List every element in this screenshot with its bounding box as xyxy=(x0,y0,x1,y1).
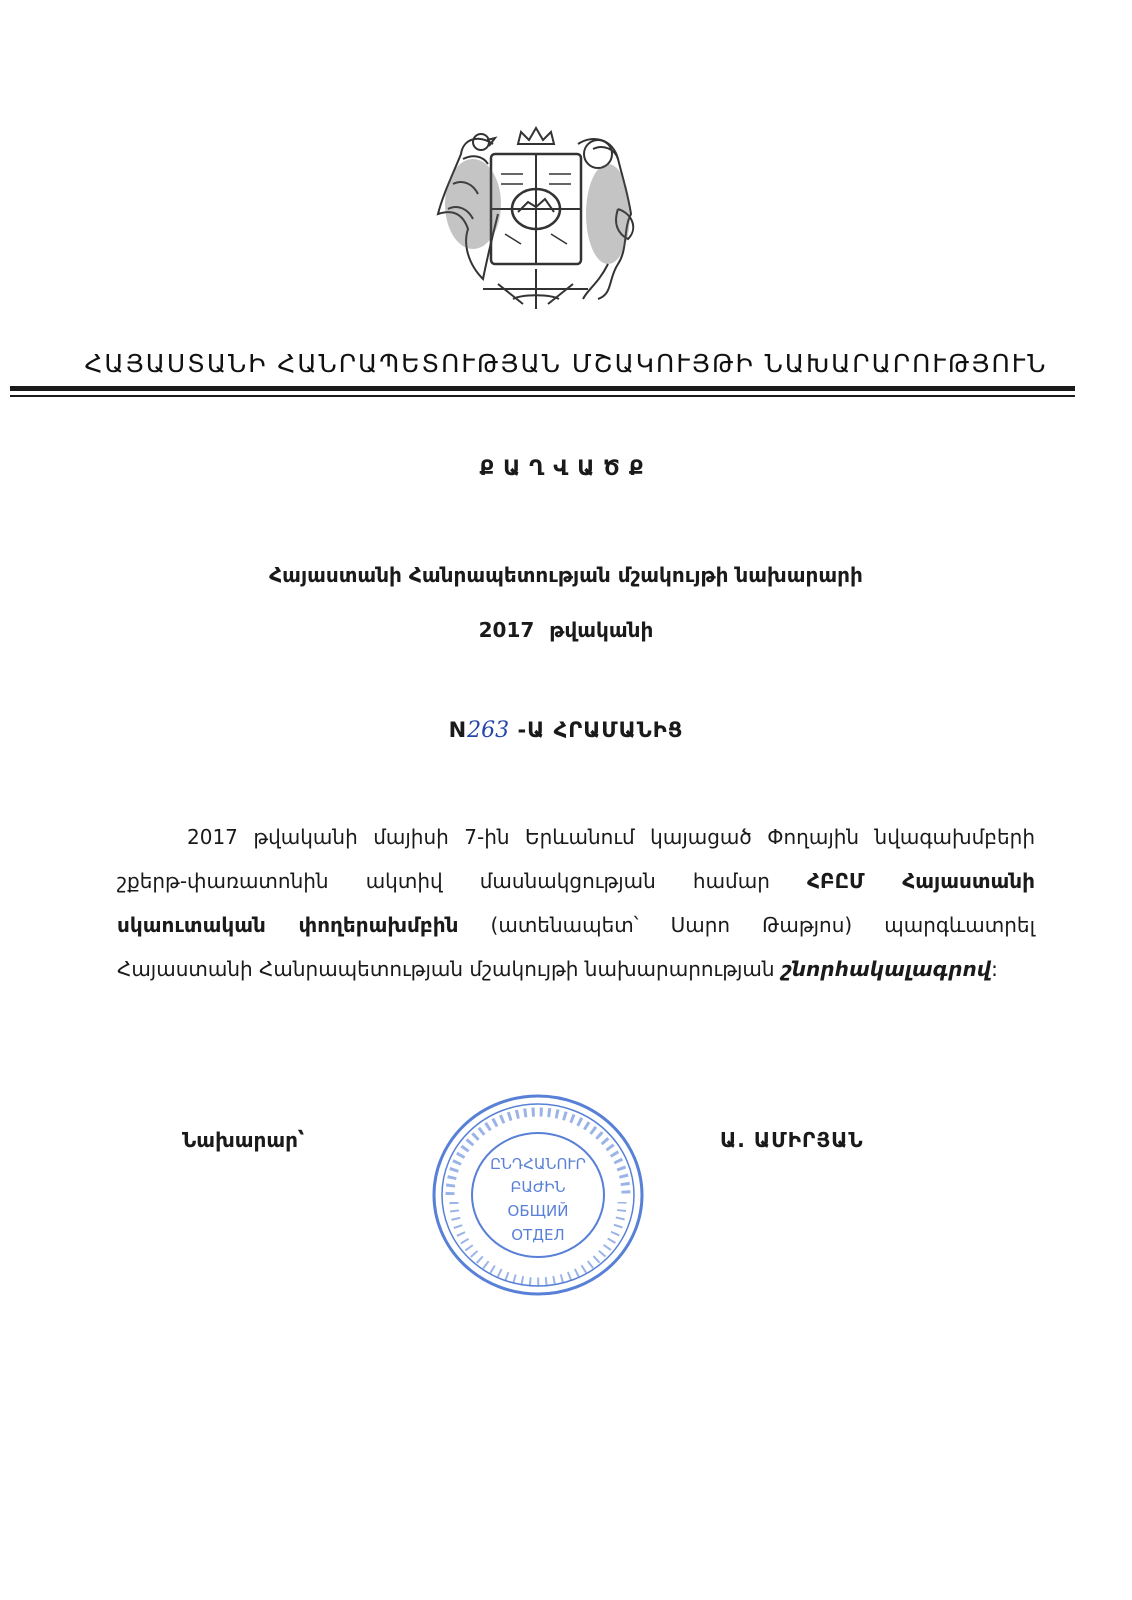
armenia-coat-of-arms-icon xyxy=(423,114,649,314)
order-number-handwritten: 263 xyxy=(467,718,510,743)
order-suffix: -Ա ՀՐԱՄԱՆԻՑ xyxy=(517,718,684,742)
stamp-line-2: ԲԱԺԻՆ xyxy=(510,1178,566,1196)
body-line-4: Հայաստանի Հանրապետության մշակույթի նախարարության xyxy=(117,957,775,981)
order-prefix: N xyxy=(448,718,468,742)
header-divider-thin xyxy=(10,395,1075,397)
body-line-3: (ատենապետ՝ Սարո Թաթյոս) պարգևատրել xyxy=(490,913,1036,937)
stamp-line-3: ОБЩИЙ xyxy=(507,1202,569,1220)
body-line-1: 2017 թվականի մայիսի 7-ին Երևանում կայացած Փողային նվագախմբերի xyxy=(187,825,1035,849)
document-subtitle: Հայաստանի Հանրապետության մշակույթի նախարարի xyxy=(269,563,863,587)
document-year: 2017 թվականի xyxy=(478,618,654,642)
signature-title: Նախարար՝ xyxy=(182,1128,305,1152)
body-line-4-end: : xyxy=(991,957,998,981)
body-line-3-bold: սկաուտական փողերախմբին xyxy=(117,913,459,937)
order-body xyxy=(117,815,1035,991)
body-line-4-bold-italic: շնորհակալագրով xyxy=(780,957,992,981)
signatory-name: Ա. ԱՄԻՐՅԱՆ xyxy=(720,1128,864,1152)
header-divider-thick xyxy=(10,386,1075,391)
body-line-2-bold: ՀԲԸՄ Հայաստանի xyxy=(806,869,1036,893)
stamp-line-4: ОТДЕЛ xyxy=(511,1226,565,1244)
ministry-name: ՀԱՅԱՍՏԱՆԻ ՀԱՆՐԱՊԵՏՈՒԹՅԱՆ ՄՇԱԿՈՒՅԹԻ ՆԱԽԱՐԱՐՈՒԹՅՈՒՆ xyxy=(84,349,1048,378)
body-line-2: շքերթ-փառատոնին ակտիվ մասնակցության համար xyxy=(117,869,770,893)
document-type-heading: ՔԱՂՎԱԾՔ xyxy=(479,456,653,480)
order-number-line xyxy=(0,718,1132,743)
official-round-stamp-icon xyxy=(430,1092,646,1298)
stamp-line-1: ԸՆԴՀԱՆՈՒՐ xyxy=(490,1155,586,1173)
